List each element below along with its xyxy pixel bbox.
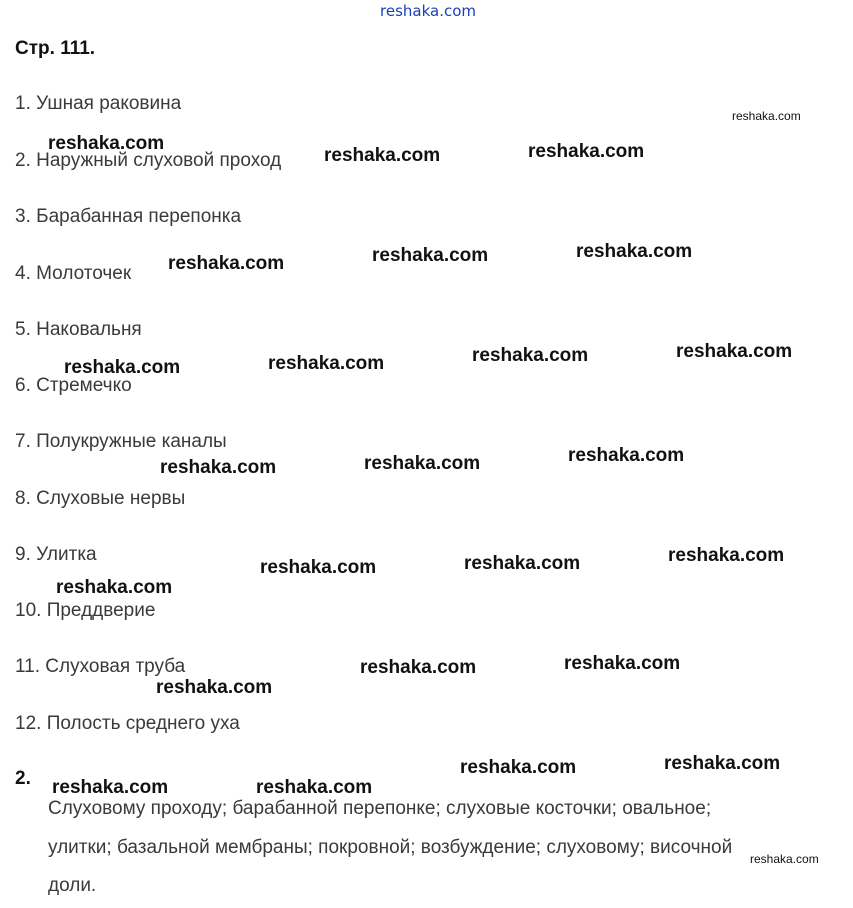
watermark: reshaka.com <box>732 109 801 123</box>
watermark: reshaka.com <box>48 133 165 154</box>
watermark: reshaka.com <box>464 553 581 574</box>
watermark: reshaka.com <box>664 753 781 774</box>
watermark: reshaka.com <box>156 677 273 698</box>
answer-line: доли. <box>48 875 97 896</box>
watermark: reshaka.com <box>324 145 441 166</box>
list-item: 8. Слуховые нервы <box>15 488 186 509</box>
watermark: reshaka.com <box>372 245 489 266</box>
watermark: reshaka.com <box>750 852 819 866</box>
watermark: reshaka.com <box>472 345 589 366</box>
watermark: reshaka.com <box>52 777 169 798</box>
list-item: 12. Полость среднего уха <box>15 713 240 734</box>
list-item: 2. Наружный слуховой проход <box>15 150 282 171</box>
watermark: reshaka.com <box>256 777 373 798</box>
watermark: reshaka.com <box>56 577 173 598</box>
list-item: 11. Слуховая труба <box>15 656 186 677</box>
watermark: reshaka.com <box>528 141 645 162</box>
watermark: reshaka.com <box>668 545 785 566</box>
watermark: reshaka.com <box>564 653 681 674</box>
watermark: reshaka.com <box>168 253 285 274</box>
watermark: reshaka.com <box>568 445 685 466</box>
watermark: reshaka.com <box>260 557 377 578</box>
page-title: Стр. 111. <box>15 38 96 59</box>
list-item: 5. Наковальня <box>15 319 142 340</box>
list-item: 4. Молоточек <box>15 263 132 284</box>
list-item: 7. Полукружные каналы <box>15 431 227 452</box>
watermark: reshaka.com <box>360 657 477 678</box>
watermark: reshaka.com <box>460 757 577 778</box>
watermark: reshaka.com <box>160 457 277 478</box>
watermark: reshaka.com <box>364 453 481 474</box>
watermark: reshaka.com <box>268 353 385 374</box>
watermark: reshaka.com <box>576 241 693 262</box>
watermark: reshaka.com <box>676 341 793 362</box>
list-item: 3. Барабанная перепонка <box>15 206 242 227</box>
watermark: reshaka.com <box>64 357 181 378</box>
site-header-link[interactable]: reshaka.com <box>380 2 476 20</box>
section-number: 2. <box>15 768 31 789</box>
list-item: 10. Преддверие <box>15 600 156 621</box>
answer-line: улитки; базальной мембраны; покровной; возбуждение; слуховому; височной <box>48 837 733 858</box>
list-item: 9. Улитка <box>15 544 97 565</box>
answer-line: Слуховому проходу; барабанной перепонке; слуховые косточки; овальное; <box>48 798 712 819</box>
list-item: 6. Стремечко <box>15 375 132 396</box>
list-item: 1. Ушная раковина <box>15 93 182 114</box>
